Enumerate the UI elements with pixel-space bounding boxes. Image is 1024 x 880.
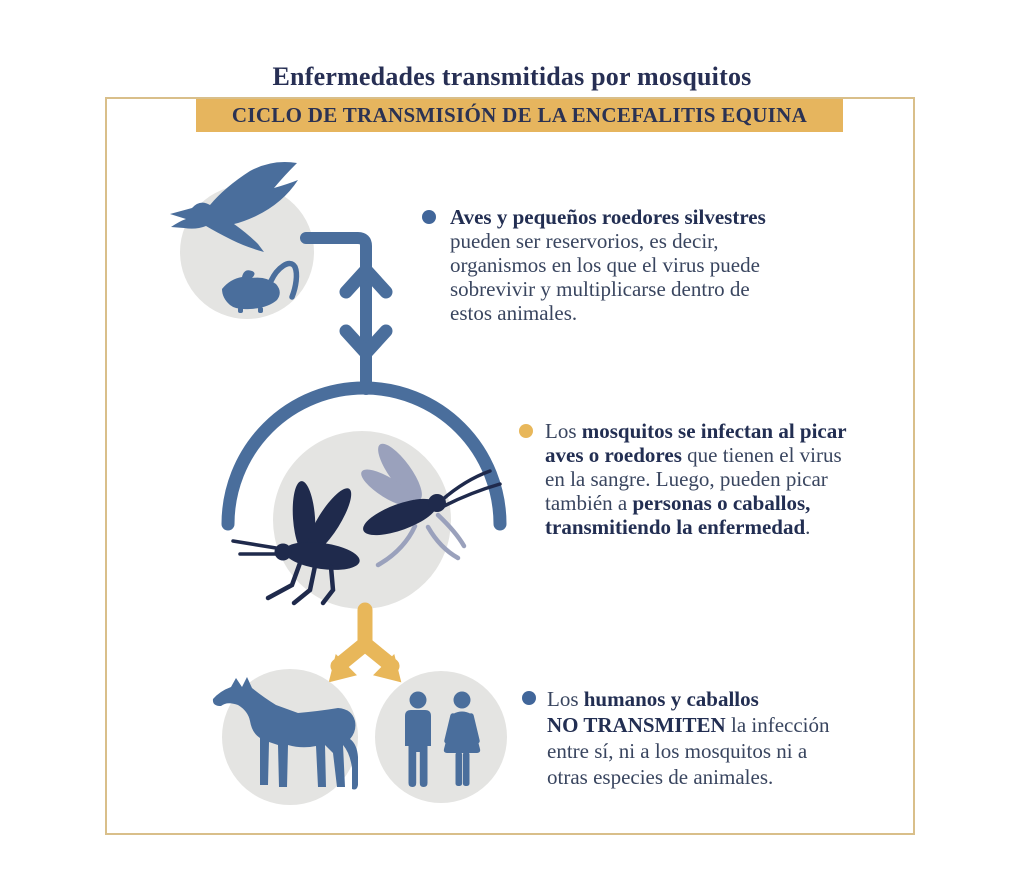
text-segment: en la sangre. Luego, pueden picar <box>545 467 828 491</box>
bullet-dot <box>519 424 533 438</box>
text-segment: pueden ser reservorios, es decir, <box>450 229 719 253</box>
text-line <box>450 253 766 277</box>
text-line <box>450 229 766 253</box>
rodent-foot <box>258 307 263 313</box>
text-line <box>547 712 830 738</box>
text-segment: también a <box>545 491 633 515</box>
text-segment: NO TRANSMITEN <box>547 713 726 737</box>
text-line <box>450 277 766 301</box>
section-humans-horses-text <box>547 686 830 790</box>
text-segment: entre sí, ni a los mosquitos ni a <box>547 739 808 763</box>
text-segment: humanos y caballos <box>583 687 759 711</box>
humans-circle <box>375 671 507 803</box>
text-segment: . <box>805 515 811 539</box>
text-segment: la infección <box>725 713 830 737</box>
text-segment: otras especies de animales. <box>547 765 774 789</box>
text-line <box>545 491 847 515</box>
infographic-title: Enfermedades transmitidas por mosquitos <box>272 62 752 91</box>
text-segment: Los <box>547 687 584 711</box>
bullet-dot <box>422 210 436 224</box>
text-segment: que tienen el virus <box>681 443 842 467</box>
text-line <box>547 738 830 764</box>
text-line <box>545 443 847 467</box>
text-line <box>450 205 766 229</box>
text-segment: sobrevivir y multiplicarse dentro de <box>450 277 750 301</box>
text-line <box>450 301 766 325</box>
cycle-banner: CICLO DE TRANSMISIÓN DE LA ENCEFALITIS EQUINA <box>196 99 843 132</box>
text-line <box>547 686 830 712</box>
section-reservoirs-text <box>450 205 766 325</box>
section-mosquitoes-text <box>545 419 847 539</box>
text-segment: estos animales. <box>450 301 578 325</box>
text-segment: transmitiendo la enfermedad <box>545 515 806 539</box>
text-line <box>547 764 830 790</box>
text-line <box>545 419 847 443</box>
text-line <box>545 467 847 491</box>
text-segment: Aves y pequeños roedores silvestres <box>450 205 766 229</box>
text-segment: aves o roedores <box>545 443 682 467</box>
text-segment: organismos en los que el virus puede <box>450 253 760 277</box>
fork-arrow-icon <box>318 610 412 693</box>
text-segment: mosquitos se infectan al picar <box>581 419 847 443</box>
text-line <box>545 515 847 539</box>
rodent-foot <box>238 307 243 313</box>
bullet-dot <box>522 691 536 705</box>
text-segment: Los <box>545 419 582 443</box>
two-way-arrow-icon <box>306 238 386 389</box>
text-segment: personas o caballos, <box>632 491 811 515</box>
